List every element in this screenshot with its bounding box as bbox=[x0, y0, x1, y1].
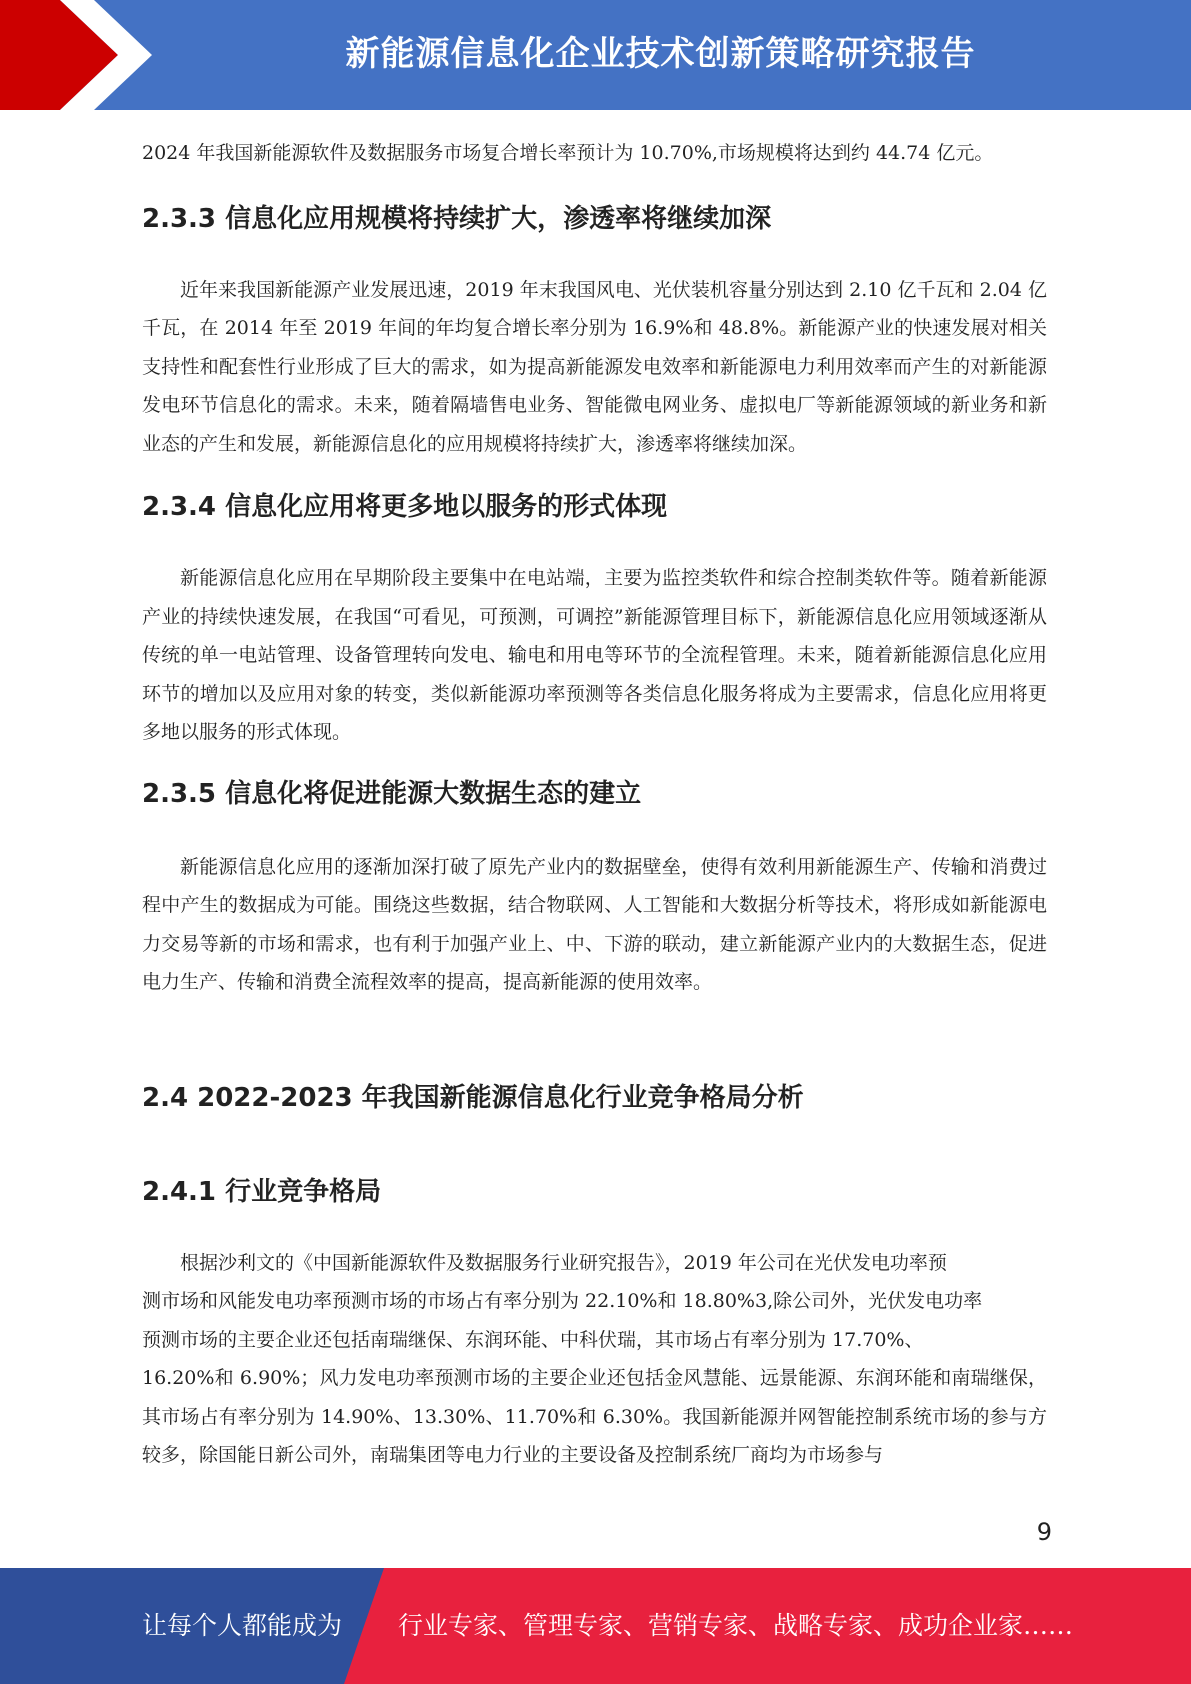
section-2-4-heading: 2.4 2022-2023 年我国新能源信息化行业竞争格局分析 bbox=[142, 1082, 804, 1113]
paragraph-line: 根据沙利文的《中国新能源软件及数据服务行业研究报告》，2019 年公司在光伏发电功率预 bbox=[180, 1251, 947, 1274]
page-header bbox=[0, 0, 1191, 110]
footer-slogan-right: 行业专家、管理专家、营销专家、战略专家、成功企业家…… bbox=[398, 1611, 1074, 1640]
page-number: 9 bbox=[1036, 1518, 1052, 1546]
document-body bbox=[142, 134, 1047, 1475]
footer-slogan-left: 让每个人都能成为 bbox=[142, 1611, 343, 1640]
section-2-4-1-heading: 2.4.1 行业竞争格局 bbox=[142, 1176, 382, 1207]
section-2-4-1-paragraph bbox=[142, 1244, 1047, 1475]
paragraph-line: 预测市场的主要企业还包括南瑞继保、东润环能、中科伏瑞，其市场占有率分别为 17.70%、 bbox=[142, 1328, 924, 1351]
section-2-3-5-heading: 2.3.5 信息化将促进能源大数据生态的建立 bbox=[142, 778, 642, 809]
section-2-3-4-heading: 2.3.4 信息化应用将更多地以服务的形式体现 bbox=[142, 492, 668, 522]
paragraph-rest: 16.20%和 6.90%；风力发电功率预测市场的主要企业还包括金风慧能、远景能源、东润环能和南瑞继保，其市场占有率分别为 14.90%、13.30%、11.70%和 6.30%。我国新能源并网智能控制系统市场的参与方较多，除国能日新公司外，南瑞集团等电力行业的主要设备及控制系统厂商均为市场参与 bbox=[142, 1367, 1047, 1466]
intro-paragraph: 2024 年我国新能源软件及数据服务市场复合增长率预计为 10.70%,市场规模将达到约 44.74 亿元。 bbox=[142, 142, 994, 164]
header-title: 新能源信息化企业技术创新策略研究报告 bbox=[345, 34, 976, 74]
page-footer bbox=[0, 1568, 1191, 1684]
section-2-3-3-paragraph: 近年来我国新能源产业发展迅速，2019 年末我国风电、光伏装机容量分别达到 2.10 亿千瓦和 2.04 亿千瓦，在 2014 年至 2019 年间的年均复合增长率分别为 16.9%和 48.8%。新能源产业的快速发展对相关支持性和配套性行业形成了巨大的需求，如为提高新能源发电效率和新能源电力利用效率而产生的对新能源发电环节信息化的需求。未来，随着隔墙售电业务、智能微电网业务、虚拟电厂等新能源领域的新业务和新业态的产生和发展，新能源信息化的应用规模将持续扩大，渗透率将继续加深。 bbox=[142, 278, 1047, 455]
paragraph-line: 测市场和风能发电功率预测市场的市场占有率分别为 22.10%和 18.80%3,除公司外，光伏发电功率 bbox=[142, 1290, 983, 1312]
section-2-3-5-paragraph: 新能源信息化应用的逐渐加深打破了原先产业内的数据壁垒，使得有效利用新能源生产、传输和消费过程中产生的数据成为可能。围绕这些数据，结合物联网、人工智能和大数据分析等技术，将形成如新能源电力交易等新的市场和需求，也有利于加强产业上、中、下游的联动，建立新能源产业内的大数据生态，促进电力生产、传输和消费全流程效率的提高，提高新能源的使用效率。 bbox=[142, 855, 1047, 993]
section-2-3-3-heading: 2.3.3 信息化应用规模将持续扩大，渗透率将继续加深 bbox=[142, 203, 772, 234]
section-2-3-4-paragraph: 新能源信息化应用在早期阶段主要集中在电站端，主要为监控类软件和综合控制类软件等。随着新能源产业的持续快速发展，在我国“可看见，可预测，可调控”新能源管理目标下，新能源信息化应用领域逐渐从传统的单一电站管理、设备管理转向发电、输电和用电等环节的全流程管理。未来，随着新能源信息化应用环节的增加以及应用对象的转变，类似新能源功率预测等各类信息化服务将成为主要需求，信息化应用将更多地以服务的形式体现。 bbox=[142, 567, 1047, 743]
